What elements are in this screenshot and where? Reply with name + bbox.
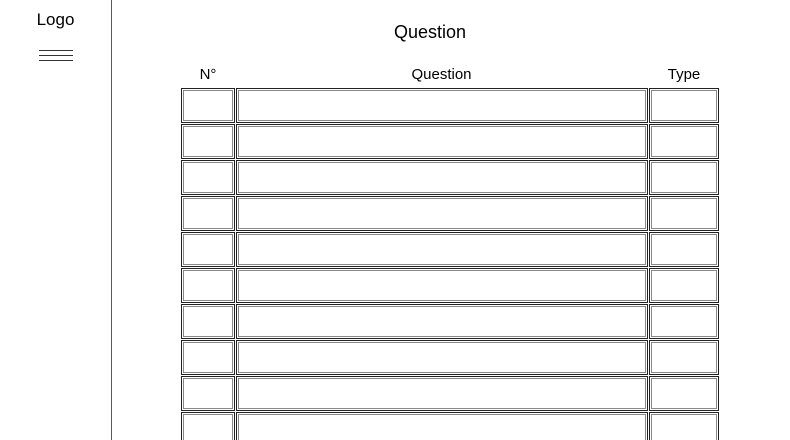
- table-row: [181, 160, 720, 196]
- menu-line: [39, 60, 73, 61]
- cell-question[interactable]: [236, 340, 648, 375]
- hamburger-menu-icon[interactable]: [39, 48, 73, 64]
- cell-number[interactable]: [181, 376, 235, 411]
- cell-question[interactable]: [236, 88, 648, 123]
- cell-type[interactable]: [649, 376, 719, 411]
- table-row: [181, 340, 720, 376]
- cell-question[interactable]: [236, 268, 648, 303]
- table-row: [181, 196, 720, 232]
- column-header-type: Type: [667, 66, 701, 83]
- cell-type[interactable]: [649, 88, 719, 123]
- menu-line: [39, 55, 73, 56]
- cell-question[interactable]: [236, 160, 648, 195]
- table-row: [181, 232, 720, 268]
- cell-type[interactable]: [649, 160, 719, 195]
- table-row: [181, 376, 720, 412]
- cell-question[interactable]: [236, 124, 648, 159]
- menu-line: [39, 50, 73, 51]
- cell-number[interactable]: [181, 124, 235, 159]
- cell-question[interactable]: [236, 412, 648, 440]
- cell-number[interactable]: [181, 304, 235, 339]
- column-header-number: N°: [199, 66, 217, 83]
- cell-number[interactable]: [181, 196, 235, 231]
- question-table: [181, 88, 720, 440]
- table-row: [181, 412, 720, 440]
- cell-number[interactable]: [181, 412, 235, 440]
- cell-type[interactable]: [649, 412, 719, 440]
- cell-type[interactable]: [649, 124, 719, 159]
- cell-type[interactable]: [649, 340, 719, 375]
- column-header-question: Question: [411, 66, 472, 83]
- sidebar: [0, 0, 112, 440]
- cell-number[interactable]: [181, 340, 235, 375]
- cell-type[interactable]: [649, 196, 719, 231]
- cell-question[interactable]: [236, 232, 648, 267]
- cell-type[interactable]: [649, 232, 719, 267]
- cell-question[interactable]: [236, 376, 648, 411]
- page-title: Question: [393, 22, 467, 42]
- cell-number[interactable]: [181, 268, 235, 303]
- cell-type[interactable]: [649, 268, 719, 303]
- cell-question[interactable]: [236, 196, 648, 231]
- table-row: [181, 304, 720, 340]
- table-row: [181, 124, 720, 160]
- logo[interactable]: Logo: [36, 10, 75, 29]
- cell-type[interactable]: [649, 304, 719, 339]
- table-row: [181, 88, 720, 124]
- cell-number[interactable]: [181, 232, 235, 267]
- cell-number[interactable]: [181, 88, 235, 123]
- cell-number[interactable]: [181, 160, 235, 195]
- cell-question[interactable]: [236, 304, 648, 339]
- table-row: [181, 268, 720, 304]
